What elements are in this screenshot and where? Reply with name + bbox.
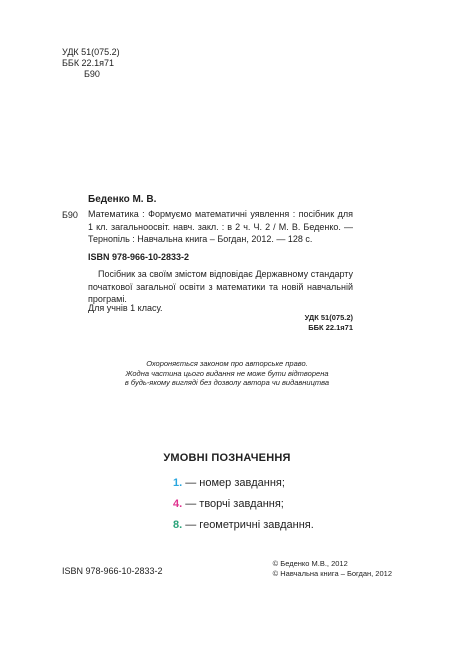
author-name: Беденко М. В.	[88, 194, 157, 205]
copyright-line-2: Жодна частина цього видання не може бути відтворена	[125, 368, 329, 378]
udk-code: УДК 51(075.2)	[62, 47, 120, 57]
bbk-code-bottom: ББК 22.1я71	[308, 323, 353, 332]
classification-codes	[305, 313, 353, 333]
annotation-text: Посібник за своїм змістом відповідає Державному стандарту початкової загальної освіти з математики та новій навчальній програмі.	[88, 269, 353, 304]
legend-text: — творчі завдання;	[182, 498, 284, 510]
copyright-publisher: © Навчальна книга – Богдан, 2012	[272, 568, 392, 578]
footer-copyright	[273, 559, 392, 578]
legend-number: 1.	[173, 477, 183, 489]
legend-item	[173, 477, 314, 498]
author-sign: Б90	[84, 69, 100, 79]
copyright-line-3: в будь-якому вигляді без дозволу автора чи видавництва	[124, 378, 330, 387]
legend-number: 4.	[173, 498, 183, 510]
bibliographic-description: Математика : Формуємо математичні уявлення : посібник для 1 кл. загальноосвіт. навч. закл. : в 2 ч. Ч. 2 / М. В. Беденко. — Тернопіль : Навчальна книга – Богдан, 2012. — 128 с.	[88, 209, 353, 244]
author-sign-left: Б90	[62, 210, 78, 220]
udk-code-bottom: УДК 51(075.2)	[304, 313, 353, 322]
audience: Для учнів 1 класу.	[88, 303, 163, 313]
legend-number: 8.	[173, 519, 183, 531]
annotation	[88, 268, 353, 306]
legend-item	[173, 519, 314, 540]
legend-item	[173, 498, 314, 519]
copyright-line-1: Охороняється законом про авторське право.	[146, 359, 308, 368]
legend-text: — номер завдання;	[182, 477, 285, 489]
bbk-code: ББК 22.1я71	[62, 58, 114, 68]
isbn-bold: ISBN 978-966-10-2833-2	[88, 252, 190, 262]
legend-title: УМОВНІ ПОЗНАЧЕННЯ	[163, 452, 291, 464]
copyright-author: © Беденко М.В., 2012	[272, 559, 348, 568]
legend-text: — геометричні завдання.	[182, 519, 314, 531]
copyright-notice	[0, 359, 454, 388]
footer-isbn: ISBN 978-966-10-2833-2	[62, 566, 163, 576]
legend-list	[173, 477, 314, 540]
catalog-codes	[62, 47, 120, 80]
